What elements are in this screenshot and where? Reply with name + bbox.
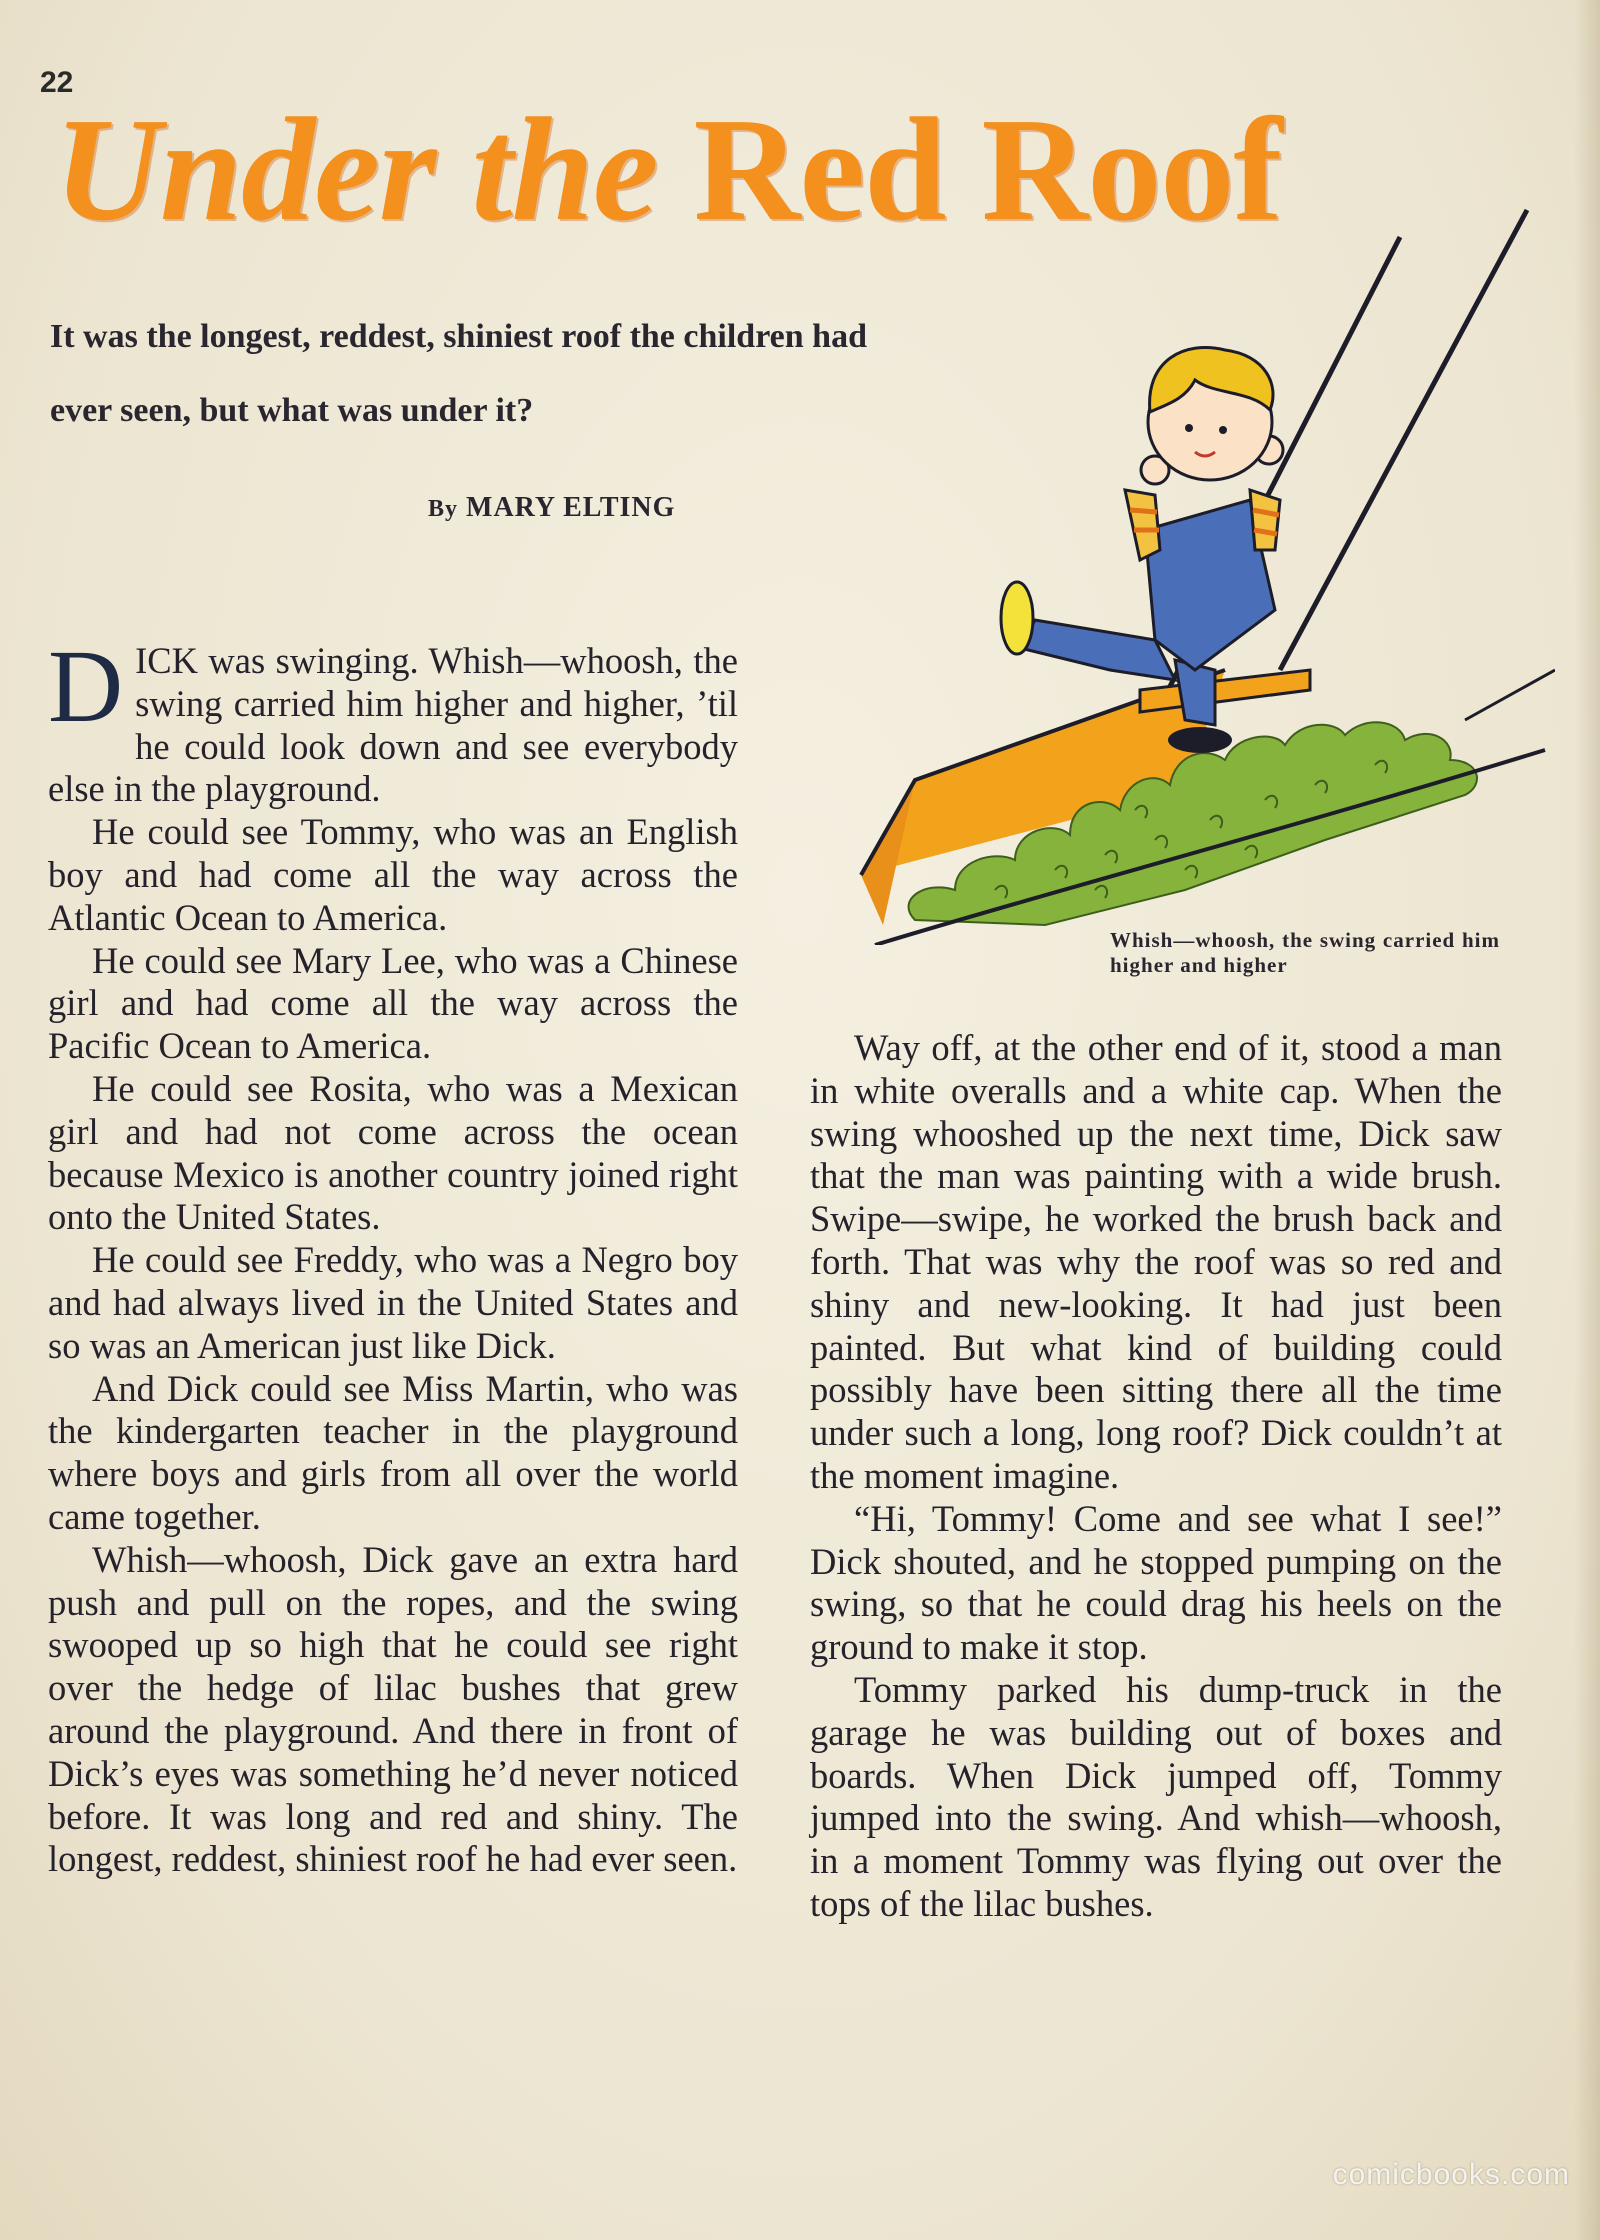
story-paragraph-3: He could see Mary Lee, who was a Chinese girl and had come all the way across the Pacific Ocean to America. <box>48 939 738 1067</box>
story-paragraph-7: Whish—whoosh, Dick gave an extra hard push and pull on the ropes, and the swing swooped up so high that he could see right over the hedge of lilac bushes that grew around the playground. And there in front of Dick’s eyes was something he’d never noticed before. It was long and red and shiny. The longest, reddest, shiniest roof he had ever seen. <box>48 1538 738 1880</box>
story-paragraph-8: Way off, at the other end of it, stood a man in white overalls and a white cap. When the swing whooshed up the next time, Dick saw that the man was painting with a wide brush. Swipe—swipe, he worked the brush back and forth. That was why the roof was so red and shiny and new-looking. It had just been painted. But what kind of building could possibly have been sitting there all the time under such a long, long roof? Dick couldn’t at the moment imagine. <box>810 1027 1502 1496</box>
story-paragraph-9: “Hi, Tommy! Come and see what I see!” Dick shouted, and he stopped pumping on the swing, so that he could drag his heels on the ground to make it stop. <box>810 1497 1502 1668</box>
story-subtitle: It was the longest, reddest, shiniest roof the children had ever seen, but what was under it? <box>50 318 867 429</box>
ground-stroke <box>1465 670 1555 720</box>
story-paragraph-10: Tommy parked his dump-truck in the garage he was building out of boxes and boards. When Dick jumped off, Tommy jumped into the swing. And whish—whoosh, in a moment Tommy was flying out over the tops of the lilac bushes. <box>810 1668 1502 1924</box>
swing-rope-right <box>1280 210 1527 670</box>
byline-by: By <box>428 496 459 522</box>
drop-cap: D <box>48 629 124 744</box>
story-column-left <box>48 629 738 1881</box>
story-paragraph-2: He could see Tommy, who was an English boy and had come all the way across the Atlantic Ocean to America. <box>48 811 738 938</box>
byline-author: MARY ELTING <box>466 492 676 523</box>
watermark: comicbooks.com <box>1332 2158 1570 2191</box>
illustration-caption: Whish—whoosh, the swing carried him higher and higher <box>1110 928 1500 977</box>
story-paragraph-5: He could see Freddy, who was a Negro boy and had always lived in the United States and so was an American just like Dick. <box>48 1239 738 1366</box>
byline <box>428 492 675 524</box>
title-part-2: Red Roof <box>693 88 1282 252</box>
title-part-1: Under the <box>54 88 694 252</box>
story-column-right <box>810 1027 1502 1926</box>
story-paragraph-1-text: ICK was swinging. Whish—whoosh, the swing carried him higher and higher, ’til he could look down and see everybody else in the playground. <box>48 640 738 810</box>
story-paragraph-4: He could see Rosita, who was a Mexican girl and had not come across the ocean because Mexico is another country joined right onto the United States. <box>48 1067 738 1238</box>
story-paragraph-1 <box>48 629 738 811</box>
swing-illustration <box>855 200 1555 945</box>
page-number: 22 <box>40 66 74 99</box>
page-edge-shadow <box>1574 0 1600 2240</box>
story-paragraph-6: And Dick could see Miss Martin, who was the kindergarten teacher in the playground where boys and girls from all over the world came together. <box>48 1367 738 1537</box>
